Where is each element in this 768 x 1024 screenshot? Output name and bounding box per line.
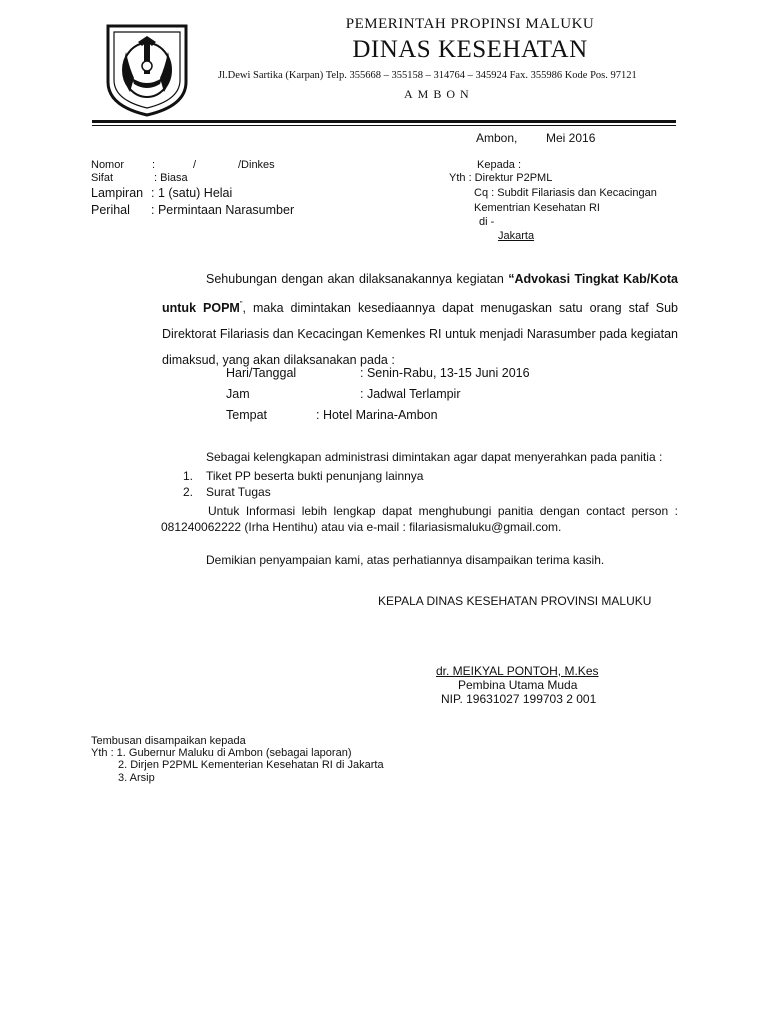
body-paragraph-2: Sebagai kelengkapan administrasi dimintakan agar dapat menyerahkan pada panitia : <box>206 450 663 464</box>
cc-item-3: 3. Arsip <box>118 772 155 784</box>
p1-end: , maka dimintakan kesediaannya dapat menugaskan satu orang staf Sub Direktorat Filariasis dan Kecacingan Kemenkes RI untuk menjadi Narasumber pada kegiatan dimaksud, yang akan dilaksanakan pada : <box>162 301 678 368</box>
signature-nip: NIP. 19631027 199703 2 001 <box>441 692 597 706</box>
list-item-2-num: 2. <box>183 485 194 499</box>
body-paragraph-3-line-1: Untuk Informasi lebih lengkap dapat menghubungi panitia dengan contact person : <box>208 504 678 518</box>
signature-rank: Pembina Utama Muda <box>458 678 578 692</box>
recipient-ministry: Kementrian Kesehatan RI <box>474 202 600 214</box>
date-place: Ambon, <box>476 131 518 145</box>
signature-name: dr. MEIKYAL PONTOH, M.Kes <box>436 664 599 678</box>
cc-item-2: 2. Dirjen P2PML Kementerian Kesehatan RI di Jakarta <box>118 759 384 771</box>
letterhead-rule-thin <box>92 125 676 126</box>
body-paragraph-1 <box>162 266 678 373</box>
recipient-kepada: Kepada : <box>477 159 522 171</box>
list-item-1-text: Tiket PP beserta bukti penunjang lainnya <box>206 469 424 483</box>
lampiran-value: : 1 (satu) Helai <box>151 186 233 200</box>
nomor-value: /Dinkes <box>238 159 275 171</box>
list-item-2-text: Surat Tugas <box>206 485 271 499</box>
schedule-day-value: : Senin-Rabu, 13-15 Juni 2016 <box>360 366 530 380</box>
nomor-label: Nomor <box>91 159 125 171</box>
nomor-sep1: : <box>152 159 156 171</box>
recipient-yth: Yth : Direktur P2PML <box>449 172 553 184</box>
schedule-place-label: Tempat <box>226 408 267 422</box>
date-value: Mei 2016 <box>546 131 596 145</box>
government-name: PEMERINTAH PROPINSI MALUKU <box>345 16 595 32</box>
schedule-day-label: Hari/Tanggal <box>226 366 297 380</box>
maluku-emblem-logo <box>100 22 194 118</box>
cc-item-1: Yth : 1. Gubernur Maluku di Ambon (sebagai laporan) <box>91 747 352 759</box>
body-paragraph-4: Demikian penyampaian kami, atas perhatiannya disampaikan terima kasih. <box>206 553 605 567</box>
sifat-label: Sifat <box>91 172 114 184</box>
perihal-value: : Permintaan Narasumber <box>151 203 295 217</box>
cc-heading: Tembusan disampaikan kepada <box>91 735 246 747</box>
nomor-sep2: / <box>193 159 197 171</box>
p1-start: Sehubungan dengan akan dilaksanakannya kegiatan <box>206 272 509 286</box>
letterhead-rule-thick <box>92 120 676 123</box>
p1-quote: ” <box>239 300 243 309</box>
letterhead-address: Jl.Dewi Sartika (Karpan) Telp. 355668 – 355158 – 314764 – 345924 Fax. 355986 Kode Pos. 97121 <box>218 70 637 81</box>
recipient-city: Jakarta <box>498 230 535 242</box>
letterhead-city: AMBON <box>404 87 474 101</box>
recipient-cq: Cq : Subdit Filariasis dan Kecacingan <box>474 187 657 199</box>
sifat-value: : Biasa <box>154 172 188 184</box>
signature-title: KEPALA DINAS KESEHATAN PROVINSI MALUKU <box>378 594 652 608</box>
body-paragraph-3-line-2: 081240062222 (Irha Hentihu) atau via e-mail : filariasismaluku@gmail.com. <box>161 520 562 534</box>
schedule-time-value: : Jadwal Terlampir <box>360 387 461 401</box>
recipient-di: di - <box>479 216 495 228</box>
list-item-1-num: 1. <box>183 469 194 483</box>
p1-event-name: “Advokasi Tingkat Kab/Kota untuk POPM <box>162 272 678 316</box>
perihal-label: Perihal <box>91 203 130 217</box>
department-name: DINAS KESEHATAN <box>352 36 588 63</box>
schedule-time-label: Jam <box>226 387 250 401</box>
schedule-place-value: : Hotel Marina-Ambon <box>316 408 438 422</box>
lampiran-label: Lampiran <box>91 186 144 200</box>
